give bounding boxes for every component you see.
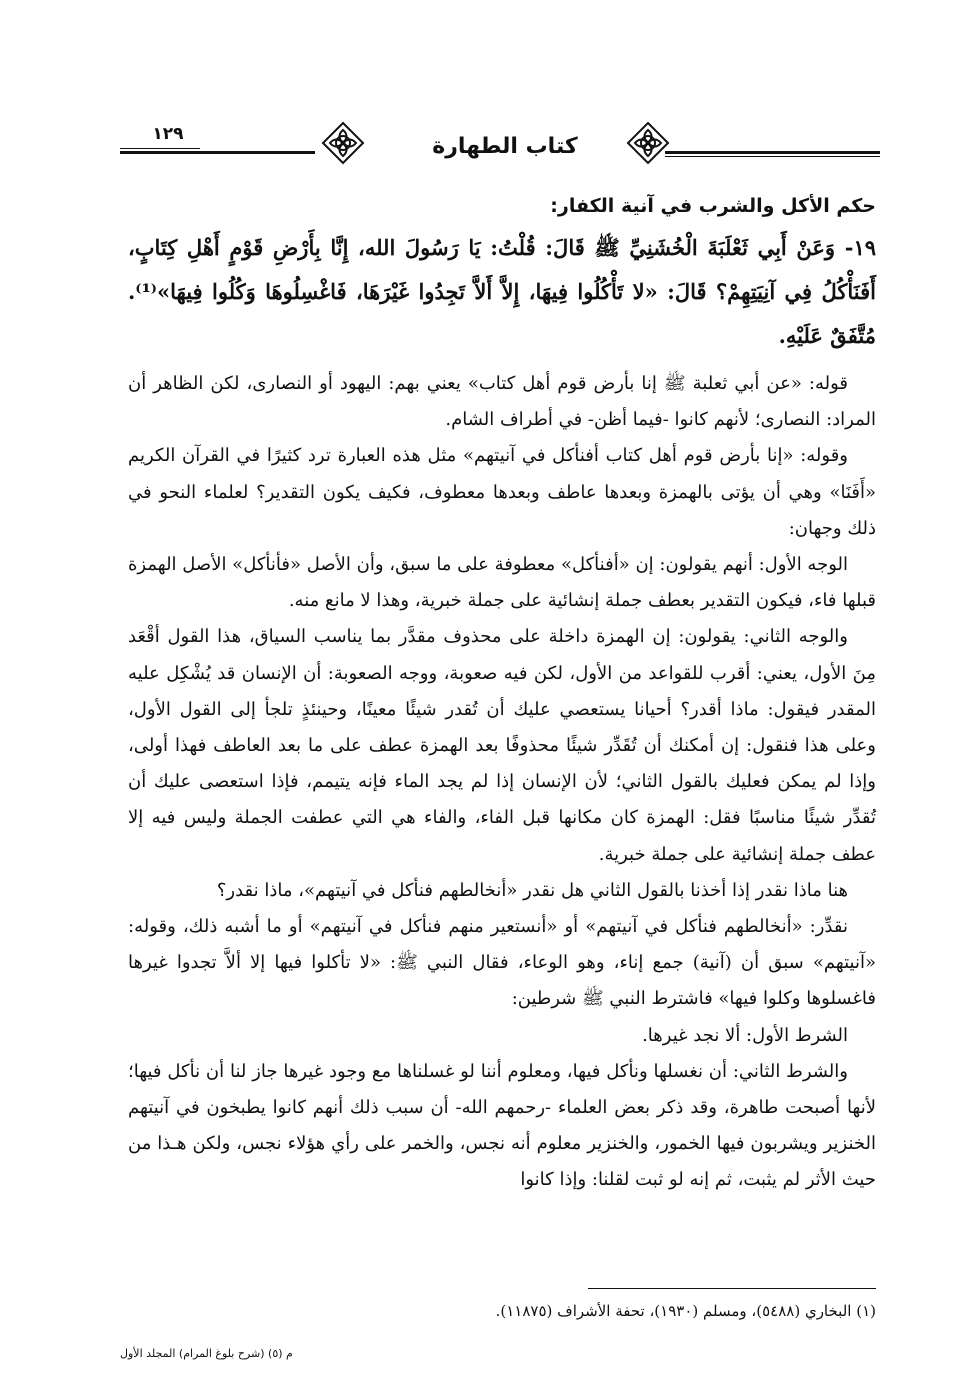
header-rule-right-thin	[665, 156, 880, 157]
paragraph: والشرط الثاني: أن نغسلها ونأكل فيها، ومعلوم أننا لو غسلناها مع وجود غيرها جاز لنا أن نأكل فيها؛ لأنها أصبحت طاهرة، وقد ذكر بعض العلماء -رحمهم الله- أن سبب ذلك أنهم كانوا يطبخون في آنيتهم الخنزير ويشربون فيها الخمور، والخنزير معلوم أنه نجس، والخمر على رأي هؤلاء نجس، ولكن هـذا من حيث الأثر لم يثبت، ثم إنه لو ثبت لقلنا: وإذا كانوا	[128, 1060, 876, 1191]
paragraph: الوجه الأول: أنهم يقولون: إن «أفنأكل» معطوفة على ما سبق، وأن الأصل «فأنأكل» الأصل الهمزة قبلها فاء، فيكون التقدير بعطف جملة إنشائية على جملة خبرية، وهذا لا مانع منه.	[128, 554, 876, 612]
footnote-separator	[588, 1288, 876, 1289]
arabesque-ornament-icon	[625, 120, 671, 166]
paragraph: الشرط الأول: ألا نجد غيرها.	[642, 1024, 848, 1046]
header-rule-left-thick	[120, 151, 315, 154]
page-number: ١٢٩	[152, 124, 184, 144]
paragraph: نقدِّر: «أنخالطهم فنأكل في آنيتهم» أو «أنستعير منهم فنأكل في آنيتهم» أو ما أشبه ذلك، وقوله: «آنيتهم» سبق أن (آنية) جمع إناء، وهو الوعاء، فقال النبي ﷺ: «لا تأكلوا فيها إلا ألاَّ تجدوا غيرها فاغسلوها وكلوا فيها» فاشترط النبي ﷺ شرطين:	[128, 916, 876, 1010]
header-rule-right	[665, 151, 880, 154]
section-heading: حكم الأكل والشرب في آنية الكفار:	[550, 195, 876, 217]
page-header	[120, 118, 880, 178]
paragraph: وقوله: «إنا بأرض قوم أهل كتاب أفنأكل في آنيتهم» مثل هذه العبارة ترد كثيرًا في القرآن الكريم «أَفَنَا» وهي أن يؤتى بالهمزة وبعدها عاطف وبعدها معطوف، فكيف يكون التقدير؟ لعلماء النحو في ذلك وجهان:	[128, 445, 876, 539]
arabesque-ornament-icon	[320, 120, 366, 166]
paragraph: هنا ماذا نقدر إذا أخذنا بالقول الثاني هل نقدر «أنخالطهم فنأكل في آنيتهم»، ماذا نقدر؟	[216, 879, 848, 901]
paragraph: والوجه الثاني: يقولون: إن الهمزة داخلة على محذوف مقدَّر بما يناسب السياق، هذا القول أقْعَد مِنَ الأول، يعني: أقرب للقواعد من الأول، لكن فيه صعوبة، ووجه الصعوبة: أن الإنسان قد يُشْكِل عليه المقدر فيقول: ماذا أقدر؟ أحيانا يستعصي عليك أن تُقدر شيئًا معينًا، وحينئذٍ تلجأ إلى القول الأول، وعلى هذا فنقول: إن أمكنك أن تُقَدِّر شيئًا محذوفًا بعد الهمزة عطف على ما بعد العاطف فهذا أولى، وإذا لم يمكن فعليك بالقول الثاني؛ لأن الإنسان إذا لم يجد الماء فإنه يتيمم، فإذا استعصى عليك أن تُقدِّر شيئًا مناسبًا فقل: الهمزة كان مكانها قبل الفاء، والفاء هي التي عطفت الجملة وليس فيه إلا عطف جملة إنشائية على جملة خبرية.	[128, 626, 876, 865]
print-signature: م (٥) (شرح بلوغ المرام) المجلد الأول	[120, 1347, 293, 1360]
header-rule-left	[120, 148, 200, 149]
page-body	[128, 188, 876, 1199]
running-title: كتاب الطهارة	[432, 134, 578, 159]
footnote: (١) البخاري (٥٤٨٨)، ومسلم (١٩٣٠)، تحفة الأشراف (١١٨٧٥).	[495, 1302, 876, 1320]
paragraph: قوله: «عن أبي ثعلبة ﷺ إنا بأرض قوم أهل كتاب» يعني بهم: اليهود أو النصارى، لكن الظاهر أن المراد: النصارى؛ لأنهم كانوا -فيما أظن- في أطراف الشام.	[128, 373, 876, 431]
hadith-text: ١٩- وَعَنْ أَبِي ثَعْلَبَةَ الْخُشَنِيِّ ﷺ قَالَ: قُلْتُ: يَا رَسُولَ الله، إِنَّا بِأَرْضِ قَوْمٍ أَهْلِ كِتَابٍ، أَفَنَأْكُلُ فِي آنِيَتِهِمْ؟ قَالَ: «لا تَأْكُلُوا فِيهَا، إِلاَّ أَلاَّ تَجِدُوا غَيْرَهَا، فَاغْسِلُوهَا وَكُلُوا فِيهَا»⁽¹⁾. مُتَّفَقٌ عَلَيْهِ.	[128, 235, 876, 348]
